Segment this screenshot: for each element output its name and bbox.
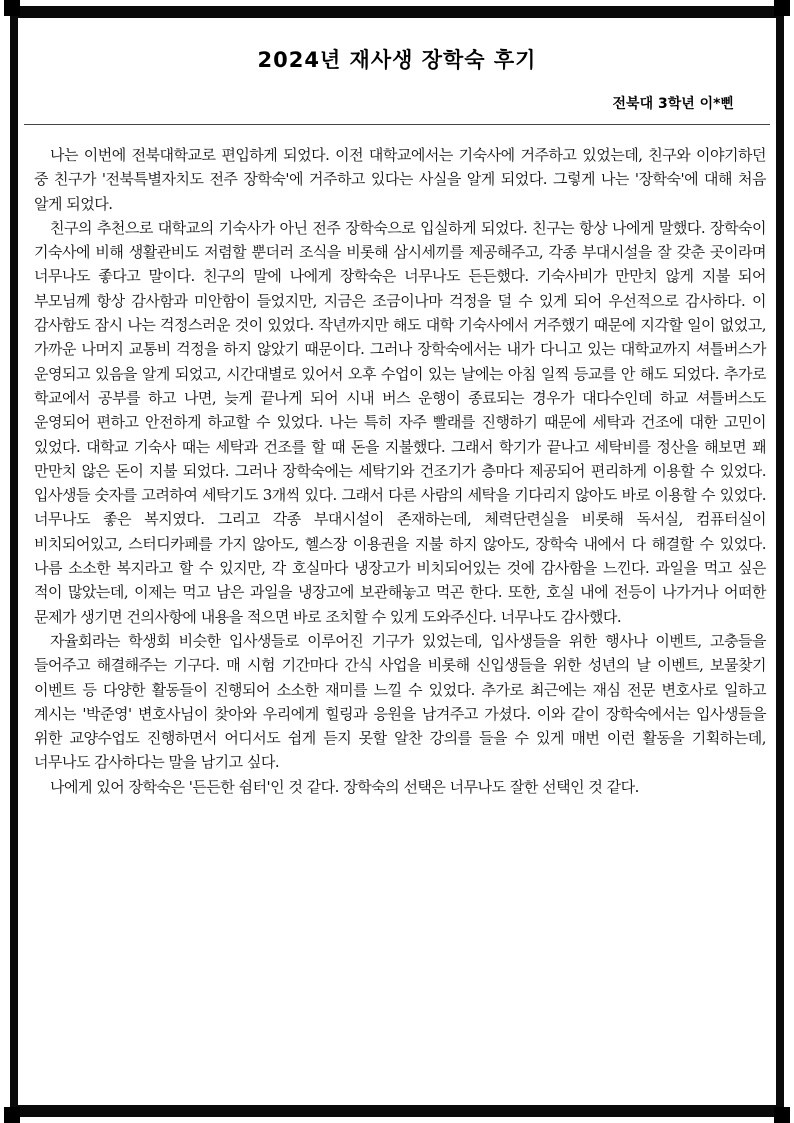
frame-border-right: [776, 6, 784, 1117]
frame-border-top: [10, 6, 784, 18]
frame-corner-bottom-right: [774, 1107, 790, 1123]
author-line: 전북대 3학년 이*삔: [612, 96, 734, 112]
paragraph-student-council: 자율회라는 학생회 비슷한 입사생들로 이루어진 기구가 있었는데, 입사생들을 위한 행사나 이벤트, 고충들을 들어주고 해결해주는 기구다. 매 시험 기간마다 간식 사업을 비롯해 신입생들을 위한 성년의 날 이벤트, 보물찾기 이벤트 등 다양한 활동들이 진행되어 소소한 재미를 느낄 수 있었다. 추가로 최근에는 재심 전문 변호사로 일하고 계시는 '박준영' 변호사님이 찾아와 우리에게 힐링과 응원을 남겨주고 가셨다. 이와 같이 장학숙에서는 입사생들을 위한 교양수업도 진행하면서 어디서도 쉽게 듣지 못할 알찬 강의를 들을 수 있게 매번 이런 활동을 기획하는데, 너무나도 감사하다는 말을 남기고 싶다.: [34, 631, 766, 772]
frame-corner-top-right: [774, 0, 790, 16]
frame-border-left: [10, 6, 18, 1117]
frame-corner-bottom-left: [4, 1107, 20, 1123]
essay-body: [34, 143, 766, 799]
frame-corner-top-left: [4, 0, 20, 16]
paragraph-intro: 나는 이번에 전북대학교로 편입하게 되었다. 이전 대학교에서는 기숙사에 거주하고 있었는데, 친구와 이야기하던 중 친구가 '전북특별자치도 전주 장학숙'에 거주하고 있다는 사실을 알게 되었다. 그렇게 나는 '장학숙'에 대해 처음 알게 되었다.: [34, 146, 766, 213]
paragraph-conclusion: 나에게 있어 장학숙은 '든든한 쉼터'인 것 같다. 장학숙의 선택은 너무나도 잘한 선택인 것 같다.: [50, 777, 639, 796]
frame-border-bottom: [10, 1105, 784, 1117]
paragraph-facilities: 친구의 추천으로 대학교의 기숙사가 아닌 전주 장학숙으로 입실하게 되었다. 친구는 항상 나에게 말했다. 장학숙이 기숙사에 비해 생활관비도 저렴할 뿐더러 조식을 비롯해 삼시세끼를 제공해주고, 각종 부대시설을 잘 갖춘 곳이라며 너무나도 좋다고 말이다. 친구의 말에 나에게 장학숙은 너무나도 든든했다. 기숙사비가 만만치 않게 지불 되어 부모님께 항상 감사함과 미안함이 들었지만, 지금은 조금이나마 걱정을 덜 수 있게 되어 우선적으로 감사하다. 이 감사함도 잠시 나는 걱정스러운 것이 있었다. 작년까지만 해도 대학 기숙사에서 거주했기 때문에 지각할 일이 없었고, 가까운 나머지 교통비 걱정을 하지 않았기 때문이다. 그러나 장학숙에서는 내가 다니고 있는 대학교까지 셔틀버스가 운영되고 있음을 알게 되었고, 시간대별로 있어서 오후 수업이 있는 날에는 아침 일찍 등교를 안 해도 되었다. 추가로 학교에서 공부를 하고 나면, 늦게 끝나게 되어 시내 버스 운행이 종료되는 경우가 대다수인데 하교 셔틀버스도 운영되어 편하고 안전하게 하교할 수 있었다. 나는 특히 자주 빨래를 진행하기 때문에 세탁과 건조에 대한 고민이 있었다. 대학교 기숙사 때는 세탁과 건조를 할 때 돈을 지불했다. 그래서 학기가 끝나고 세탁비를 정산을 해보면 꽤 만만치 않은 돈이 지불 되었다. 그러나 장학숙에는 세탁기와 건조기가 층마다 제공되어 편리하게 이용할 수 있었다. 입사생들 숫자를 고려하여 세탁기도 3개씩 있다. 그래서 다른 사람의 세탁을 기다리지 않아도 바로 이용할 수 있었다. 너무나도 좋은 복지였다. 그리고 각종 부대시설이 존재하는데, 체력단련실을 비롯해 독서실, 컴퓨터실이 비치되어있고, 스터디카페를 가지 않아도, 헬스장 이용권을 지불 하지 않아도, 장학숙 내에서 다 해결할 수 있었다. 나름 소소한 복지라고 할 수 있지만, 각 호실마다 냉장고가 비치되어있는 것에 감사함을 느낀다. 과일을 먹고 싶은 적이 많았는데, 이제는 먹고 남은 과일을 냉장고에 보관해놓고 먹곤 한다. 또한, 호실 내에 전등이 나가거나 어떠한 문제가 생기면 건의사항에 내용을 적으면 바로 조치할 수 있게 도와주신다. 너무나도 감사했다.: [34, 218, 766, 626]
document-title: 2024년 재사생 장학숙 후기: [257, 48, 537, 72]
title-divider: [24, 124, 770, 125]
